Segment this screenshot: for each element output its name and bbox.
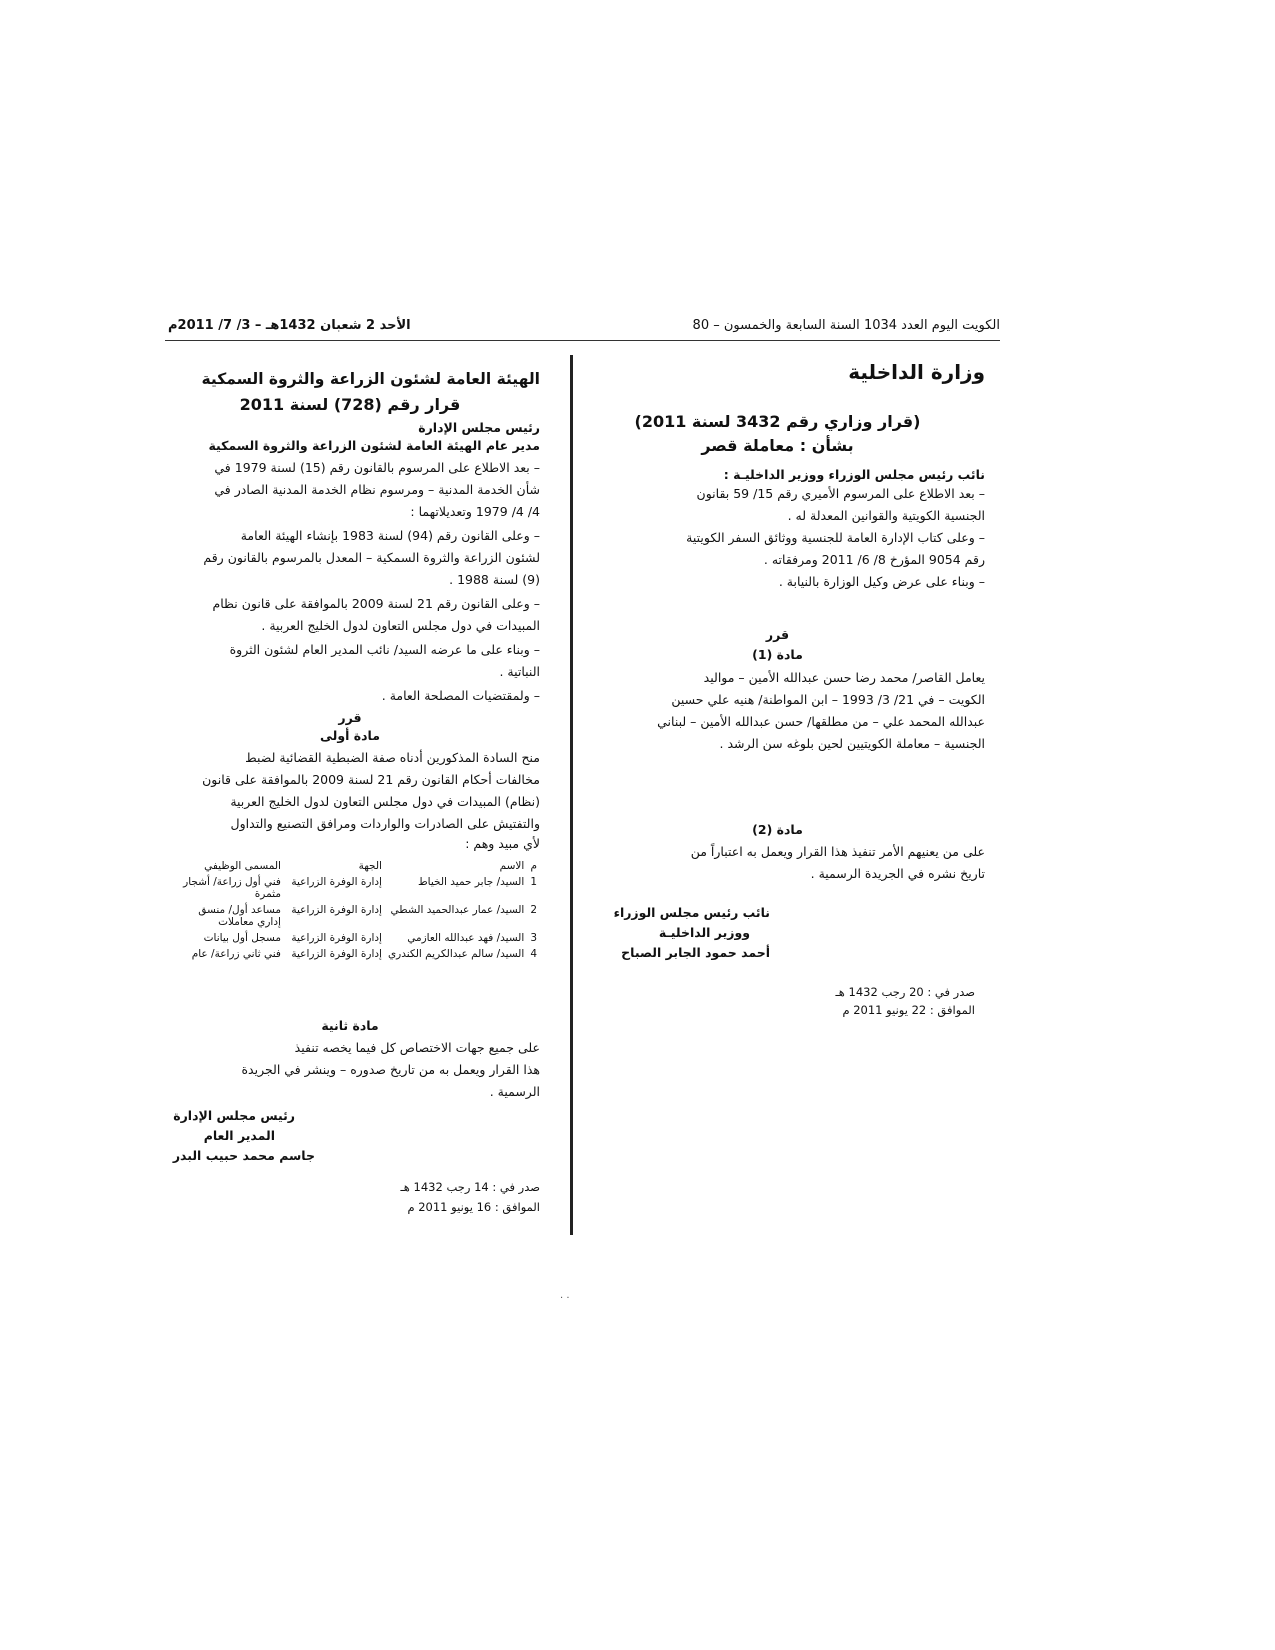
table-cell: السيد/ جابر حميد الخياط <box>417 876 525 888</box>
table-cell: فني أول زراعة/ أشجار مثمرة <box>183 876 281 900</box>
corresponding-date: الموافق : 22 يونيو 2011 م <box>842 1003 975 1017</box>
table-cell: إدارة الوفرة الزراعية <box>291 948 382 960</box>
issued-date: صدر في : 14 رجب 1432 هـ <box>400 1180 540 1194</box>
preamble-line: المبيدات في دول مجلس التعاون لدول الخليج العربية . <box>261 618 540 633</box>
article-2-line: تاريخ نشره في الجريدة الرسمية . <box>810 866 985 881</box>
preamble-line: شأن الخدمة المدنية – ومرسوم نظام الخدمة المدنية الصادر في <box>214 482 540 497</box>
signature-title: المدير العام <box>203 1128 275 1143</box>
table-cell: 2 <box>530 904 537 916</box>
table-row <box>178 874 540 902</box>
corresponding-date: الموافق : 16 يونيو 2011 م <box>407 1200 540 1214</box>
table-cell: السيد/ عمار عبدالحميد الشطي <box>390 904 525 916</box>
preamble-line: – وعلى كتاب الإدارة العامة للجنسية ووثائق السفر الكويتية <box>686 530 985 545</box>
article-1-line: عبدالله المحمد علي – من مطلقها/ حسن عبدالله الأمين – لبناني <box>657 714 985 729</box>
header-rule <box>165 340 1000 341</box>
signature-title: نائب رئيس مجلس الوزراء <box>613 905 770 920</box>
preamble-line: – وبناء على ما عرضه السيد/ نائب المدير العام لشئون الثروة <box>229 642 540 657</box>
ministry-title: وزارة الداخلية <box>848 360 985 384</box>
table-cell: إدارة الوفرة الزراعية <box>291 904 382 916</box>
table-row <box>178 946 540 962</box>
table-cell: 3 <box>530 932 537 944</box>
issuer-line: مدير عام الهيئة العامة لشئون الزراعة والثروة السمكية <box>208 438 540 453</box>
preamble-line: – وعلى القانون رقم 21 لسنة 2009 بالموافقة على قانون نظام <box>212 596 540 611</box>
table-header-cell: الجهة <box>358 860 382 872</box>
footer-mark: . . <box>560 1290 570 1301</box>
article-2-title: مادة (2) <box>752 822 803 837</box>
issuer-line: رئيس مجلس الإدارة <box>418 420 540 435</box>
table-cell: 4 <box>530 948 537 960</box>
table-cell: 1 <box>530 876 537 888</box>
preamble-line: 4/ 4/ 1979 وتعديلاتهما : <box>410 504 540 519</box>
table-cell: مسجل أول بيانات <box>203 932 281 944</box>
header-date: الأحد 2 شعبان 1432هـ – 3/ 7/ 2011م <box>168 318 411 333</box>
table-header-cell: المسمى الوظيفي <box>204 860 281 872</box>
decision-title: قرار رقم (728) لسنة 2011 <box>239 395 461 414</box>
article-2-line: على جميع جهات الاختصاص كل فيما يخصه تنفيذ <box>294 1040 540 1055</box>
issued-date: صدر في : 20 رجب 1432 هـ <box>835 985 975 999</box>
table-cell: إدارة الوفرة الزراعية <box>291 876 382 888</box>
article-1-line: يعامل القاصر/ محمد رضا حسن عبدالله الأمين – مواليد <box>703 670 985 685</box>
preamble-line: – وبناء على عرض وكيل الوزارة بالنيابة . <box>778 574 985 589</box>
table-row <box>178 902 540 930</box>
table-cell: إدارة الوفرة الزراعية <box>291 932 382 944</box>
decision-subject: بشأن : معاملة قصر <box>701 436 854 455</box>
article-2-title: مادة ثانية <box>321 1018 379 1033</box>
signature-title: ووزير الداخليـة <box>658 925 750 940</box>
preamble-line: – وعلى القانون رقم (94) لسنة 1983 بإنشاء الهيئة العامة <box>240 528 540 543</box>
decides-heading: قرر <box>765 627 790 642</box>
article-1-line: مخالفات أحكام القانون رقم 21 لسنة 2009 بالموافقة على قانون <box>202 772 540 787</box>
header-issue-info: الكويت اليوم العدد 1034 السنة السابعة والخمسون – 80 <box>692 318 1000 333</box>
table-row <box>178 930 540 946</box>
issuer-heading: نائب رئيس مجلس الوزراء ووزير الداخليـة : <box>723 467 985 482</box>
table-cell: السيد/ فهد عبدالله العازمي <box>407 932 525 944</box>
article-1-title: مادة (1) <box>752 647 803 662</box>
table-header-row <box>178 858 540 874</box>
signature-title: رئيس مجلس الإدارة <box>173 1108 295 1123</box>
staff-table <box>178 858 540 962</box>
preamble-line: النباتية . <box>499 664 540 679</box>
table-cell: مساعد أول/ منسق إداري معاملات <box>198 904 281 928</box>
article-1-line: لأي مبيد وهم : <box>465 836 540 851</box>
table-cell: السيد/ سالم عبدالكريم الكندري <box>387 948 525 960</box>
decision-title: (قرار وزاري رقم 3432 لسنة 2011) <box>634 412 921 431</box>
table-header-cell: م <box>530 860 537 872</box>
preamble-line: (9) لسنة 1988 . <box>449 572 540 587</box>
table-cell: فني ثاني زراعة/ عام <box>191 948 281 960</box>
preamble-line: – ولمقتضيات المصلحة العامة . <box>381 688 540 703</box>
article-1-line: منح السادة المذكورين أدناه صفة الضبطية القضائية لضبط <box>245 750 540 765</box>
article-1-line: والتفتيش على الصادرات والواردات ومرافق التصنيع والتداول <box>230 816 540 831</box>
preamble-line: الجنسية الكويتية والقوانين المعدلة له . <box>787 508 985 523</box>
preamble-line: – بعد الاطلاع على المرسوم بالقانون رقم (15) لسنة 1979 في <box>214 460 540 475</box>
article-1-title: مادة أولى <box>320 728 380 743</box>
signature-name: أحمد حمود الجابر الصباح <box>621 945 770 960</box>
decides-heading: قرر <box>338 710 362 725</box>
signature-name: جاسم محمد حبيب البدر <box>172 1148 315 1163</box>
preamble-line: لشئون الزراعة والثروة السمكية – المعدل بالمرسوم بالقانون رقم <box>203 550 540 565</box>
article-2-line: هذا القرار ويعمل به من تاريخ صدوره – وينشر في الجريدة <box>241 1062 540 1077</box>
article-2-line: الرسمية . <box>489 1084 540 1099</box>
staff-table-wrap <box>160 858 540 962</box>
preamble-line: – بعد الاطلاع على المرسوم الأميري رقم 15/ 59 بقانون <box>696 486 985 501</box>
preamble-line: رقم 9054 المؤرخ 8/ 6/ 2011 ومرفقاته . <box>763 552 985 567</box>
article-1-line: الكويت – في 21/ 3/ 1993 – ابن المواطنة/ هنيه علي حسين <box>671 692 985 707</box>
article-1-line: (نظام) المبيدات في دول مجلس التعاون لدول الخليج العربية <box>230 794 540 809</box>
table-header-cell: الاسم <box>499 860 525 872</box>
article-2-line: على من يعنيهم الأمر تنفيذ هذا القرار ويعمل به اعتباراً من <box>690 844 985 859</box>
authority-title: الهيئة العامة لشئون الزراعة والثروة السمكية <box>201 370 540 388</box>
article-1-line: الجنسية – معاملة الكويتيين لحين بلوغه سن الرشد . <box>719 736 985 751</box>
